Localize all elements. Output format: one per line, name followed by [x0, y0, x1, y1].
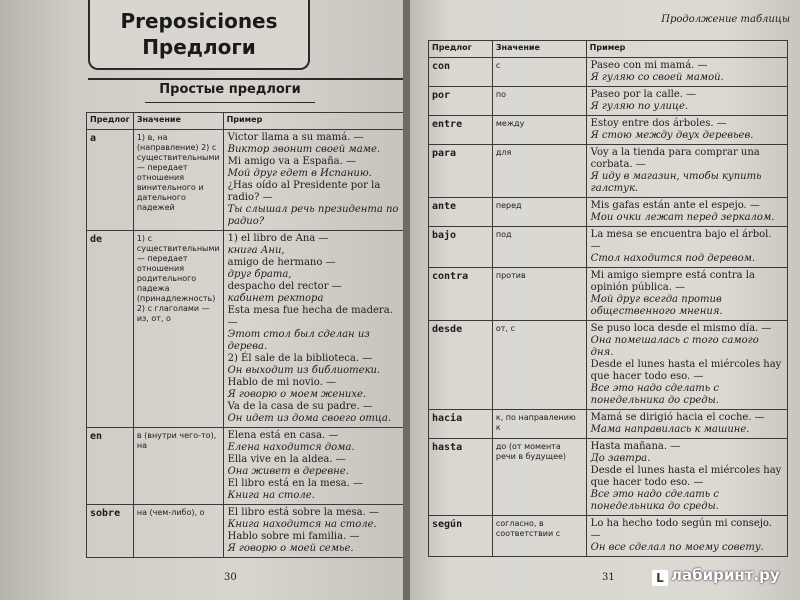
header-example: Пример	[586, 41, 787, 58]
page-number-left: 30	[224, 572, 237, 583]
example-russian: кабинет ректора	[227, 293, 324, 304]
example-russian: Мои очки лежат перед зеркалом.	[590, 212, 775, 223]
example-spanish: 1) el libro de Ana —	[227, 233, 329, 244]
example-russian: Книга на столе.	[227, 490, 315, 501]
example-russian: Я говорю о моей семье.	[227, 543, 354, 554]
header-meaning: Значение	[133, 113, 223, 130]
preposition-cell: desde	[429, 321, 493, 410]
example-spanish: Paseo con mi mamá. —	[590, 60, 708, 71]
example-russian: Ты слышал речь президента по радио?	[227, 204, 399, 227]
example-cell	[586, 145, 787, 198]
example-russian: Она живет в деревне.	[227, 466, 349, 477]
table-row	[429, 87, 788, 116]
meaning-cell: от, с	[492, 321, 586, 410]
meaning-cell: по	[492, 87, 586, 116]
page-number-right: 31	[602, 572, 615, 583]
header-preposition: Предлог	[87, 113, 134, 130]
example	[591, 229, 783, 265]
meaning-cell: к, по направлению к	[492, 410, 586, 439]
example-russian: Все это надо сделать с понедельника до среды.	[590, 489, 719, 512]
example-spanish: Mi amigo siempre está contra la opinión pública. —	[590, 270, 755, 293]
example-russian: Елена находится дома.	[227, 442, 355, 453]
example-spanish: Mi amigo va a España. —	[227, 156, 356, 167]
chapter-title-spanish: Preposiciones	[120, 9, 278, 33]
example-russian: Виктор звонит своей маме.	[227, 144, 381, 155]
watermark-text: лабиринт.ру	[671, 566, 780, 584]
example-cell	[223, 231, 403, 428]
example	[591, 323, 783, 359]
example-cell	[223, 428, 403, 505]
title-rule	[88, 78, 404, 80]
meaning-cell: с	[492, 58, 586, 87]
table-row	[429, 198, 788, 227]
example-cell	[586, 516, 787, 557]
preposition-cell: de	[87, 231, 134, 428]
example-russian: Все это надо сделать с понедельника до среды.	[590, 383, 719, 406]
example-spanish: Lo ha hecho todo según mi consejo. —	[590, 518, 772, 541]
example-cell	[586, 87, 787, 116]
preposition-cell: en	[87, 428, 134, 505]
example-spanish: La mesa se encuentra bajo el árbol. —	[590, 229, 772, 252]
example-spanish: Mis gafas están ante el espejo. —	[590, 200, 760, 211]
example-spanish: despacho del rector —	[227, 281, 342, 292]
example-russian: Мой друг всегда против общественного мнения.	[590, 294, 723, 317]
example-spanish: Hablo sobre mi familia. —	[227, 531, 360, 542]
example-cell	[223, 505, 403, 558]
example-spanish: Va de la casa de su padre. —	[227, 401, 373, 412]
meaning-cell: под	[492, 227, 586, 268]
table-row	[429, 516, 788, 557]
example-russian: Он идет из дома своего отца.	[227, 413, 392, 424]
example-spanish: Victor llama a su mamá. —	[227, 132, 364, 143]
meaning-cell: до (от момента речи в будущее)	[492, 439, 586, 516]
example	[228, 454, 399, 478]
example-spanish: Hasta mañana. —	[590, 441, 681, 452]
table-continuation-note: Продолжение таблицы	[661, 14, 790, 25]
example-spanish: El libro está en la mesa. —	[227, 478, 363, 489]
example-russian: До завтра.	[590, 453, 651, 464]
example-russian: Стол находится под деревом.	[590, 253, 756, 264]
example	[228, 233, 399, 257]
example-spanish: Elena está en casa. —	[227, 430, 339, 441]
preposition-cell: a	[87, 130, 134, 231]
preposition-cell: según	[429, 516, 493, 557]
example	[228, 132, 399, 156]
example-russian: Я гуляю по улице.	[590, 101, 689, 112]
example-cell	[586, 227, 787, 268]
example	[591, 359, 783, 407]
example	[228, 478, 399, 502]
example-spanish: Esta mesa fue hecha de madera. —	[227, 305, 393, 328]
example-russian: Я говорю о моем женихе.	[227, 389, 367, 400]
preposition-cell: ante	[429, 198, 493, 227]
example-cell	[586, 116, 787, 145]
preposition-cell: entre	[429, 116, 493, 145]
example-cell	[586, 198, 787, 227]
table-row	[429, 116, 788, 145]
example-russian: Он все сделал по моему совету.	[590, 542, 764, 553]
preposition-cell: bajo	[429, 227, 493, 268]
example	[228, 305, 399, 353]
table-row	[429, 439, 788, 516]
section-title: Простые предлоги	[159, 82, 301, 97]
example	[591, 270, 783, 318]
table-row	[429, 227, 788, 268]
example-cell	[586, 268, 787, 321]
chapter-title-russian: Предлоги	[142, 35, 256, 59]
example	[228, 377, 399, 401]
header-example: Пример	[223, 113, 403, 130]
preposition-cell: contra	[429, 268, 493, 321]
prepositions-table-right	[428, 40, 788, 557]
example-russian: Мама направилась к машине.	[590, 424, 750, 435]
example-cell	[586, 321, 787, 410]
example	[228, 257, 399, 281]
example	[591, 118, 783, 142]
preposition-cell: con	[429, 58, 493, 87]
example-spanish: ¿Has oído al Presidente por la radio? —	[227, 180, 381, 203]
chapter-title	[88, 0, 310, 64]
example-russian: Мой друг едет в Испанию.	[227, 168, 372, 179]
example	[591, 200, 783, 224]
example	[228, 507, 399, 531]
example-russian: друг брата,	[227, 269, 292, 280]
header-meaning: Значение	[492, 41, 586, 58]
example-cell	[586, 410, 787, 439]
table-row	[429, 410, 788, 439]
example	[228, 353, 399, 377]
meaning-cell: 1) с существительными — передает отношения родительного падежа (принадлежность) 2) с глаголами — из, от, о	[133, 231, 223, 428]
example	[228, 180, 399, 228]
table-row	[429, 145, 788, 198]
example-spanish: Se puso loca desde el mismo día. —	[590, 323, 772, 334]
example	[591, 412, 783, 436]
meaning-cell: между	[492, 116, 586, 145]
example-spanish: Paseo por la calle. —	[590, 89, 697, 100]
table-row	[429, 321, 788, 410]
example-spanish: Desde el lunes hasta el miércoles hay que hacer todo eso. —	[590, 465, 782, 488]
table-row	[87, 231, 404, 428]
example-spanish: Estoy entre dos árboles. —	[590, 118, 727, 129]
preposition-cell: para	[429, 145, 493, 198]
meaning-cell: 1) в, на (направление) 2) с существительными — передает отношения винительного и дательного падежей	[133, 130, 223, 231]
example	[591, 441, 783, 465]
example-spanish: 2) Él sale de la biblioteca. —	[227, 353, 373, 364]
preposition-cell: hacia	[429, 410, 493, 439]
example-spanish: Hablo de mi novio. —	[227, 377, 336, 388]
header-preposition: Предлог	[429, 41, 493, 58]
example-russian: Книга находится на столе.	[227, 519, 377, 530]
preposition-cell: por	[429, 87, 493, 116]
example-russian: Он выходит из библиотеки.	[227, 365, 381, 376]
example-russian: книга Ани,	[227, 245, 285, 256]
example	[591, 89, 783, 113]
right-page	[410, 0, 800, 600]
meaning-cell: перед	[492, 198, 586, 227]
table-row	[429, 58, 788, 87]
example	[591, 147, 783, 195]
example	[228, 430, 399, 454]
meaning-cell: в (внутри чего-то), на	[133, 428, 223, 505]
example-spanish: amigo de hermano —	[227, 257, 336, 268]
example-spanish: Voy a la tienda para comprar una corbata. —	[590, 147, 760, 170]
meaning-cell: на (чем-либо), о	[133, 505, 223, 558]
example	[591, 518, 783, 554]
prepositions-table-left	[86, 112, 404, 558]
example-russian: Я стою между двух деревьев.	[590, 130, 754, 141]
example-spanish: Ella vive en la aldea. —	[227, 454, 346, 465]
example-russian: Этот стол был сделан из дерева.	[227, 329, 370, 352]
example-russian: Она помешалась с того самого дня.	[590, 335, 759, 358]
example-spanish: El libro está sobre la mesa. —	[227, 507, 379, 518]
example	[228, 281, 399, 305]
table-row	[429, 268, 788, 321]
preposition-cell: sobre	[87, 505, 134, 558]
table-row	[87, 505, 404, 558]
table-row	[87, 130, 404, 231]
example-spanish: Desde el lunes hasta el miércoles hay que hacer todo eso. —	[590, 359, 782, 382]
preposition-cell: hasta	[429, 439, 493, 516]
example	[228, 531, 399, 555]
table-row	[87, 428, 404, 505]
example-cell	[586, 439, 787, 516]
example	[228, 401, 399, 425]
meaning-cell: против	[492, 268, 586, 321]
example-russian: Я иду в магазин, чтобы купить галстук.	[590, 171, 762, 194]
example	[591, 60, 783, 84]
example-cell	[586, 58, 787, 87]
meaning-cell: согласно, в соответствии с	[492, 516, 586, 557]
example-cell	[223, 130, 403, 231]
example-russian: Я гуляю со своей мамой.	[590, 72, 724, 83]
meaning-cell: для	[492, 145, 586, 198]
section-rule	[145, 102, 315, 103]
example	[228, 156, 399, 180]
labirint-logo-icon: L	[652, 570, 668, 586]
example-spanish: Mamá se dirigió hacia el coche. —	[590, 412, 765, 423]
example	[591, 465, 783, 513]
watermark-logo	[652, 566, 798, 588]
